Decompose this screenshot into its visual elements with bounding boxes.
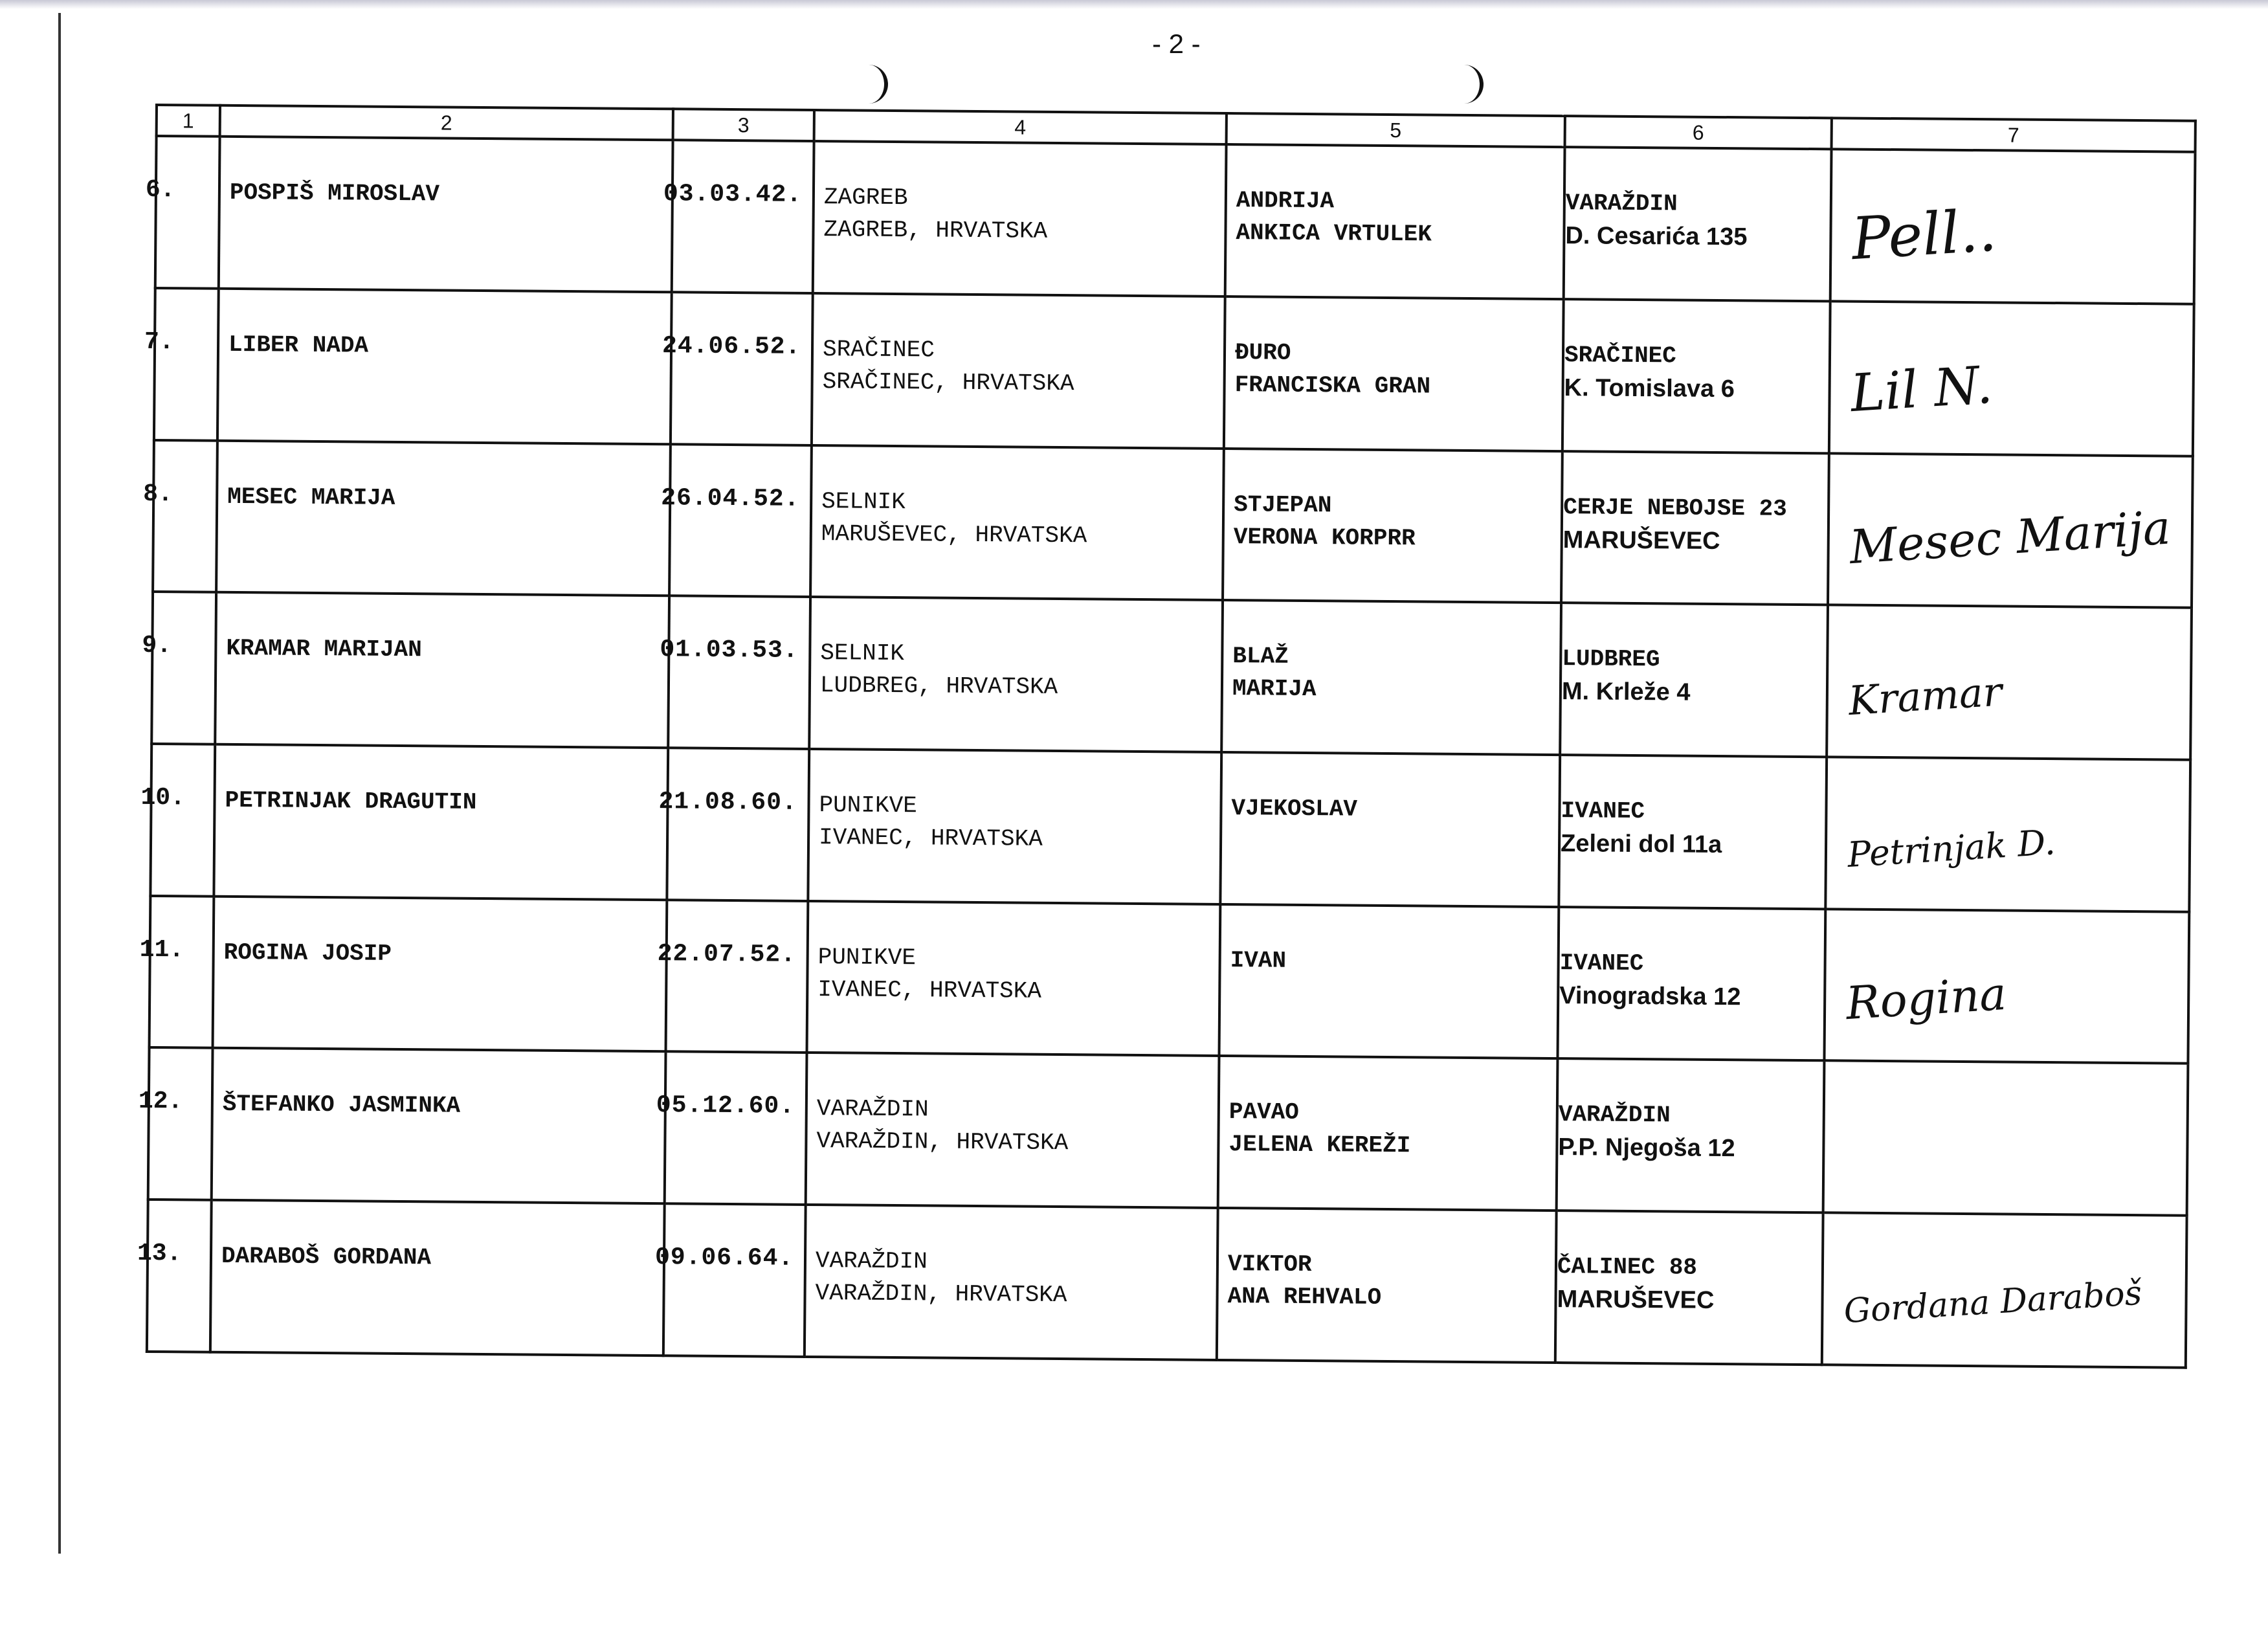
page-number: - 2 - — [1152, 28, 1201, 59]
birth-place-line: PUNIKVE — [817, 943, 917, 972]
date-cell — [661, 444, 812, 597]
signature-cell — [1824, 909, 2189, 1064]
birth-date: 22.07.52. — [657, 939, 797, 969]
birth-place-line: IVANEC, HRVATSKA — [818, 824, 1043, 853]
parents-cell — [1218, 1056, 1558, 1211]
punch-hole-mark — [867, 65, 888, 104]
name-cell — [215, 592, 669, 748]
svg-text:Lil N.: Lil N. — [1849, 354, 1994, 423]
birth-date: 26.04.52. — [661, 484, 800, 513]
name-cell — [214, 744, 668, 900]
handwritten-signature — [1832, 150, 2194, 302]
parent-name: IVAN — [1230, 946, 1287, 974]
column-header: 2 — [220, 106, 673, 140]
parent-name: VERONA KORPRR — [1233, 523, 1416, 552]
svg-text:Gordana Daraboš: Gordana Daraboš — [1842, 1273, 2143, 1332]
birth-place-line: IVANEC, HRVATSKA — [817, 976, 1042, 1005]
parents-cell — [1224, 296, 1564, 451]
residence-address: M. Krleže 4 — [1561, 678, 1691, 706]
svg-text:Mesec Marija: Mesec Marija — [1847, 500, 2172, 574]
birth-place-cell — [810, 445, 1224, 601]
residence-place: IVANEC — [1561, 798, 1645, 825]
binding-margin-line — [58, 13, 61, 1554]
date-cell — [660, 596, 810, 749]
parent-name: MARIJA — [1232, 675, 1317, 703]
column-header: 6 — [1565, 116, 1832, 149]
person-name: ROGINA JOSIP — [223, 939, 392, 967]
row-number-cell — [138, 1047, 213, 1200]
residence-place: IVANEC — [1559, 949, 1644, 977]
residence-cell — [1555, 1211, 1823, 1365]
residence-cell — [1564, 147, 1832, 301]
handwritten-signature — [1828, 607, 2190, 759]
row-number-cell — [137, 1200, 212, 1352]
register-table — [137, 104, 2197, 1369]
table-row — [154, 288, 2194, 456]
birth-place-line: VARAŽDIN, HRVATSKA — [815, 1280, 1067, 1309]
column-header: 7 — [1832, 118, 2196, 152]
birth-place-line: SRAČINEC — [822, 335, 935, 364]
signature-cell — [1822, 1212, 2187, 1367]
table-row — [147, 1200, 2187, 1368]
birth-place-line: VARAŽDIN — [815, 1247, 928, 1275]
row-number: 7. — [144, 328, 174, 357]
signature-cell — [1823, 1061, 2188, 1216]
person-name: ŠTEFANKO JASMINKA — [222, 1091, 461, 1120]
birth-place-cell — [808, 749, 1221, 904]
residence-place: LUDBREG — [1562, 645, 1660, 673]
parents-cell — [1225, 144, 1565, 299]
person-name: KRAMAR MARIJAN — [226, 635, 422, 664]
residence-cell — [1559, 755, 1827, 909]
date-cell — [657, 900, 808, 1053]
svg-text:Pell..: Pell.. — [1849, 197, 1999, 274]
birth-place-cell — [807, 901, 1221, 1056]
handwritten-signature — [1825, 1062, 2187, 1214]
birth-place-line: SELNIK — [820, 640, 905, 667]
parents-cell — [1220, 752, 1560, 907]
residence-place: VARAŽDIN — [1565, 190, 1678, 218]
residence-address: Zeleni dol 11a — [1560, 830, 1722, 859]
birth-date: 09.06.64. — [654, 1244, 794, 1273]
svg-text:Kramar: Kramar — [1847, 668, 2004, 725]
residence-address: MARUŠEVEC — [1557, 1286, 1715, 1315]
handwritten-signature — [1827, 758, 2189, 910]
residence-cell — [1560, 603, 1828, 757]
column-header: 4 — [814, 110, 1227, 144]
residence-address: D. Cesarića 135 — [1565, 222, 1748, 251]
row-number: 12. — [138, 1088, 183, 1116]
handwritten-signature — [1830, 302, 2193, 454]
row-number-cell — [140, 744, 215, 896]
birth-place-line: ZAGREB, HRVATSKA — [823, 216, 1048, 245]
date-cell — [662, 292, 813, 445]
birth-place-cell — [813, 141, 1227, 296]
signature-cell — [1828, 453, 2193, 608]
signature-cell — [1829, 301, 2194, 456]
parents-cell — [1221, 600, 1561, 755]
row-number-cell — [143, 440, 217, 592]
parent-name: STJEPAN — [1234, 491, 1332, 519]
row-number-cell — [144, 288, 219, 440]
row-number: 8. — [143, 480, 173, 508]
person-name: DARABOŠ GORDANA — [221, 1243, 432, 1271]
parent-name: PAVAO — [1228, 1099, 1300, 1126]
column-header: 5 — [1227, 113, 1565, 147]
person-name: POSPIŠ MIROSLAV — [229, 179, 440, 208]
birth-place-line: LUDBREG, HRVATSKA — [819, 672, 1058, 701]
birth-date: 21.08.60. — [658, 788, 797, 817]
scan-edge — [0, 0, 2268, 9]
parent-name: JELENA KEREŽI — [1228, 1131, 1411, 1159]
residence-address: K. Tomislava 6 — [1564, 374, 1735, 403]
residence-place: CERJE NEBOJSE 23 — [1563, 493, 1787, 522]
parents-cell — [1223, 449, 1562, 603]
birth-place-line: VARAŽDIN — [816, 1095, 929, 1123]
svg-text:Petrinjak D.: Petrinjak D. — [1846, 821, 2057, 876]
signature-cell — [1827, 605, 2192, 760]
row-number: 6. — [145, 176, 175, 205]
birth-place-cell — [806, 1053, 1219, 1208]
date-cell — [663, 140, 814, 293]
row-number-cell — [139, 896, 214, 1048]
row-number-cell — [145, 136, 220, 288]
birth-date: 05.12.60. — [656, 1091, 795, 1121]
residence-place: ČALINEC 88 — [1557, 1253, 1698, 1281]
residence-address: P.P. Njegoša 12 — [1558, 1133, 1735, 1163]
handwritten-signature — [1829, 454, 2192, 607]
parent-name: ANKICA VRTULEK — [1236, 219, 1432, 248]
parent-name: BLAŽ — [1232, 643, 1289, 671]
birth-place-line: ZAGREB — [823, 184, 908, 212]
handwritten-signature — [1823, 1214, 2186, 1366]
residence-cell — [1562, 299, 1830, 453]
row-number: 9. — [142, 632, 172, 660]
table-row — [150, 896, 2190, 1064]
birth-place-cell — [809, 597, 1223, 752]
parent-name: ANA REHVALO — [1227, 1283, 1382, 1312]
birth-date: 24.06.52. — [662, 332, 801, 361]
birth-place-cell — [805, 1205, 1218, 1360]
birth-date: 03.03.42. — [663, 180, 803, 209]
residence-place: SRAČINEC — [1564, 341, 1676, 370]
parent-name: VIKTOR — [1227, 1251, 1312, 1278]
parent-name: VJEKOSLAV — [1231, 795, 1358, 823]
row-number: 11. — [139, 935, 184, 965]
name-cell — [213, 896, 667, 1051]
residence-place: VARAŽDIN — [1558, 1101, 1671, 1129]
date-cell — [656, 1052, 807, 1205]
birth-place-cell — [812, 293, 1225, 449]
birth-place-line: VARAŽDIN, HRVATSKA — [816, 1128, 1069, 1157]
table-row — [150, 744, 2190, 911]
row-number-cell — [142, 592, 216, 744]
row-number: 13. — [137, 1240, 182, 1268]
person-name: PETRINJAK DRAGUTIN — [225, 787, 477, 816]
parent-name: ANDRIJA — [1236, 187, 1335, 215]
parent-name: ĐURO — [1234, 339, 1291, 366]
birth-place-line: PUNIKVE — [819, 792, 917, 820]
residence-address: MARUŠEVEC — [1562, 526, 1720, 555]
punch-hole-mark — [1463, 65, 1484, 104]
parents-cell — [1217, 1208, 1557, 1363]
birth-place-line: MARUŠEVEC, HRVATSKA — [821, 520, 1087, 549]
birth-place-line: SRAČINEC, HRVATSKA — [822, 368, 1074, 397]
table-row — [153, 440, 2193, 608]
name-cell — [212, 1048, 666, 1203]
birth-date: 01.03.53. — [660, 636, 799, 665]
name-cell — [219, 137, 673, 292]
signature-cell — [1830, 149, 2196, 304]
residence-cell — [1557, 1059, 1825, 1213]
column-header: 3 — [673, 109, 814, 141]
name-cell — [217, 289, 672, 444]
column-header: 1 — [157, 105, 220, 137]
person-name: LIBER NADA — [228, 331, 369, 359]
parents-cell — [1219, 904, 1559, 1059]
name-cell — [216, 440, 671, 596]
table-row — [155, 136, 2196, 304]
table-row — [148, 1047, 2188, 1215]
handwritten-signature — [1825, 910, 2188, 1062]
signature-cell — [1825, 757, 2190, 911]
date-cell — [654, 1203, 806, 1357]
table-row — [151, 592, 2192, 759]
person-name: MESEC MARIJA — [227, 483, 395, 511]
residence-cell — [1561, 451, 1829, 605]
parent-name: FRANCISKA GRAN — [1234, 371, 1431, 400]
birth-place-line: SELNIK — [821, 487, 906, 515]
name-cell — [210, 1200, 665, 1356]
date-cell — [658, 748, 809, 900]
residence-address: Vinogradska 12 — [1559, 981, 1741, 1011]
row-number: 10. — [140, 783, 186, 812]
svg-text:Rogina: Rogina — [1844, 967, 2008, 1030]
residence-cell — [1557, 907, 1825, 1061]
